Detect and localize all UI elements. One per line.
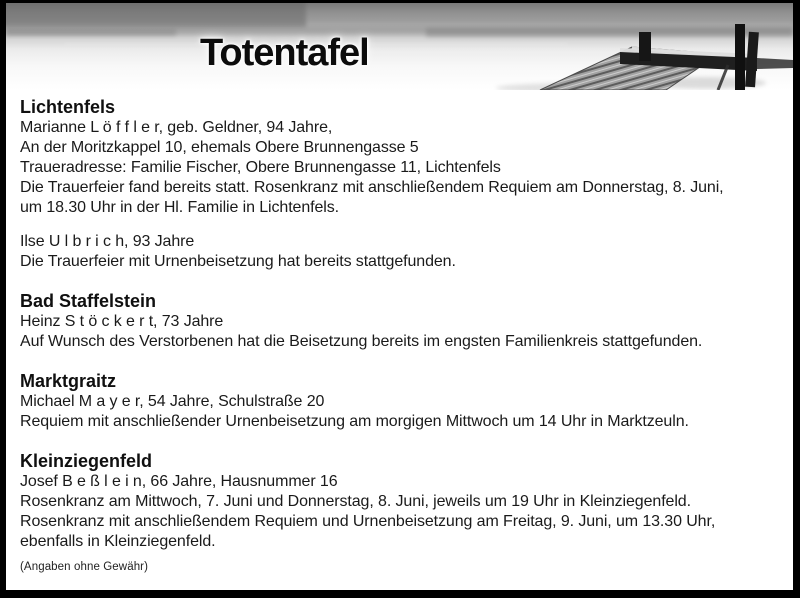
entry-line: Ilse U l b r i c h, 93 Jahre [20, 233, 195, 250]
page-title: Totentafel [200, 32, 369, 74]
entry-line: Die Trauerfeier fand bereits statt. Rosenkranz mit anschließendem Requiem am Donnerstag, 8. Juni, [20, 179, 724, 196]
city-section [20, 370, 793, 432]
city-section [20, 450, 793, 552]
obituary-entry [20, 392, 793, 432]
city-section [20, 96, 793, 272]
entry-line: um 18.30 Uhr in der Hl. Familie in Lichtenfels. [20, 199, 339, 216]
entry-line: Heinz S t ö c k e r t, 73 Jahre [20, 313, 224, 330]
entry-line: Rosenkranz mit anschließendem Requiem und Urnenbeisetzung am Freitag, 9. Juni, um 13.30 Uhr, [20, 513, 716, 530]
header-photo [6, 3, 793, 90]
entry-line: Die Trauerfeier mit Urnenbeisetzung hat bereits stattgefunden. [20, 253, 456, 270]
entry-line: Marianne L ö f f l e r, geb. Geldner, 94 Jahre, [20, 119, 333, 136]
entry-line: Rosenkranz am Mittwoch, 7. Juni und Donnerstag, 8. Juni, jeweils um 19 Uhr in Kleinziegenfeld. [20, 493, 691, 510]
entry-line: ebenfalls in Kleinziegenfeld. [20, 533, 216, 550]
obituary-entry [20, 472, 793, 552]
entry-line: Traueradresse: Familie Fischer, Obere Brunnengasse 11, Lichtenfels [20, 159, 501, 176]
city-heading: Bad Staffelstein [20, 291, 157, 311]
entry-line: Auf Wunsch des Verstorbenen hat die Beisetzung bereits im engsten Familienkreis stattgefunden. [20, 333, 703, 350]
obituary-entry [20, 118, 793, 218]
entry-line: Michael M a y e r, 54 Jahre, Schulstraße 20 [20, 393, 325, 410]
disclaimer-note: (Angaben ohne Gewähr) [20, 561, 149, 573]
entry-line: An der Moritzkappel 10, ehemals Obere Brunnengasse 5 [20, 139, 419, 156]
city-section [20, 290, 793, 352]
obituary-list [6, 90, 793, 552]
entry-line: Josef B e ß l e i n, 66 Jahre, Hausnummer 16 [20, 473, 338, 490]
entry-line: Requiem mit anschließender Urnenbeisetzung am morgigen Mittwoch um 14 Uhr in Marktzeuln. [20, 413, 689, 430]
obituary-entry [20, 232, 793, 272]
city-heading: Kleinziegenfeld [20, 451, 153, 471]
lake-pier-photo [6, 3, 793, 90]
obituary-entry [20, 312, 793, 352]
city-heading: Marktgraitz [20, 371, 117, 391]
city-heading: Lichtenfels [20, 97, 116, 117]
